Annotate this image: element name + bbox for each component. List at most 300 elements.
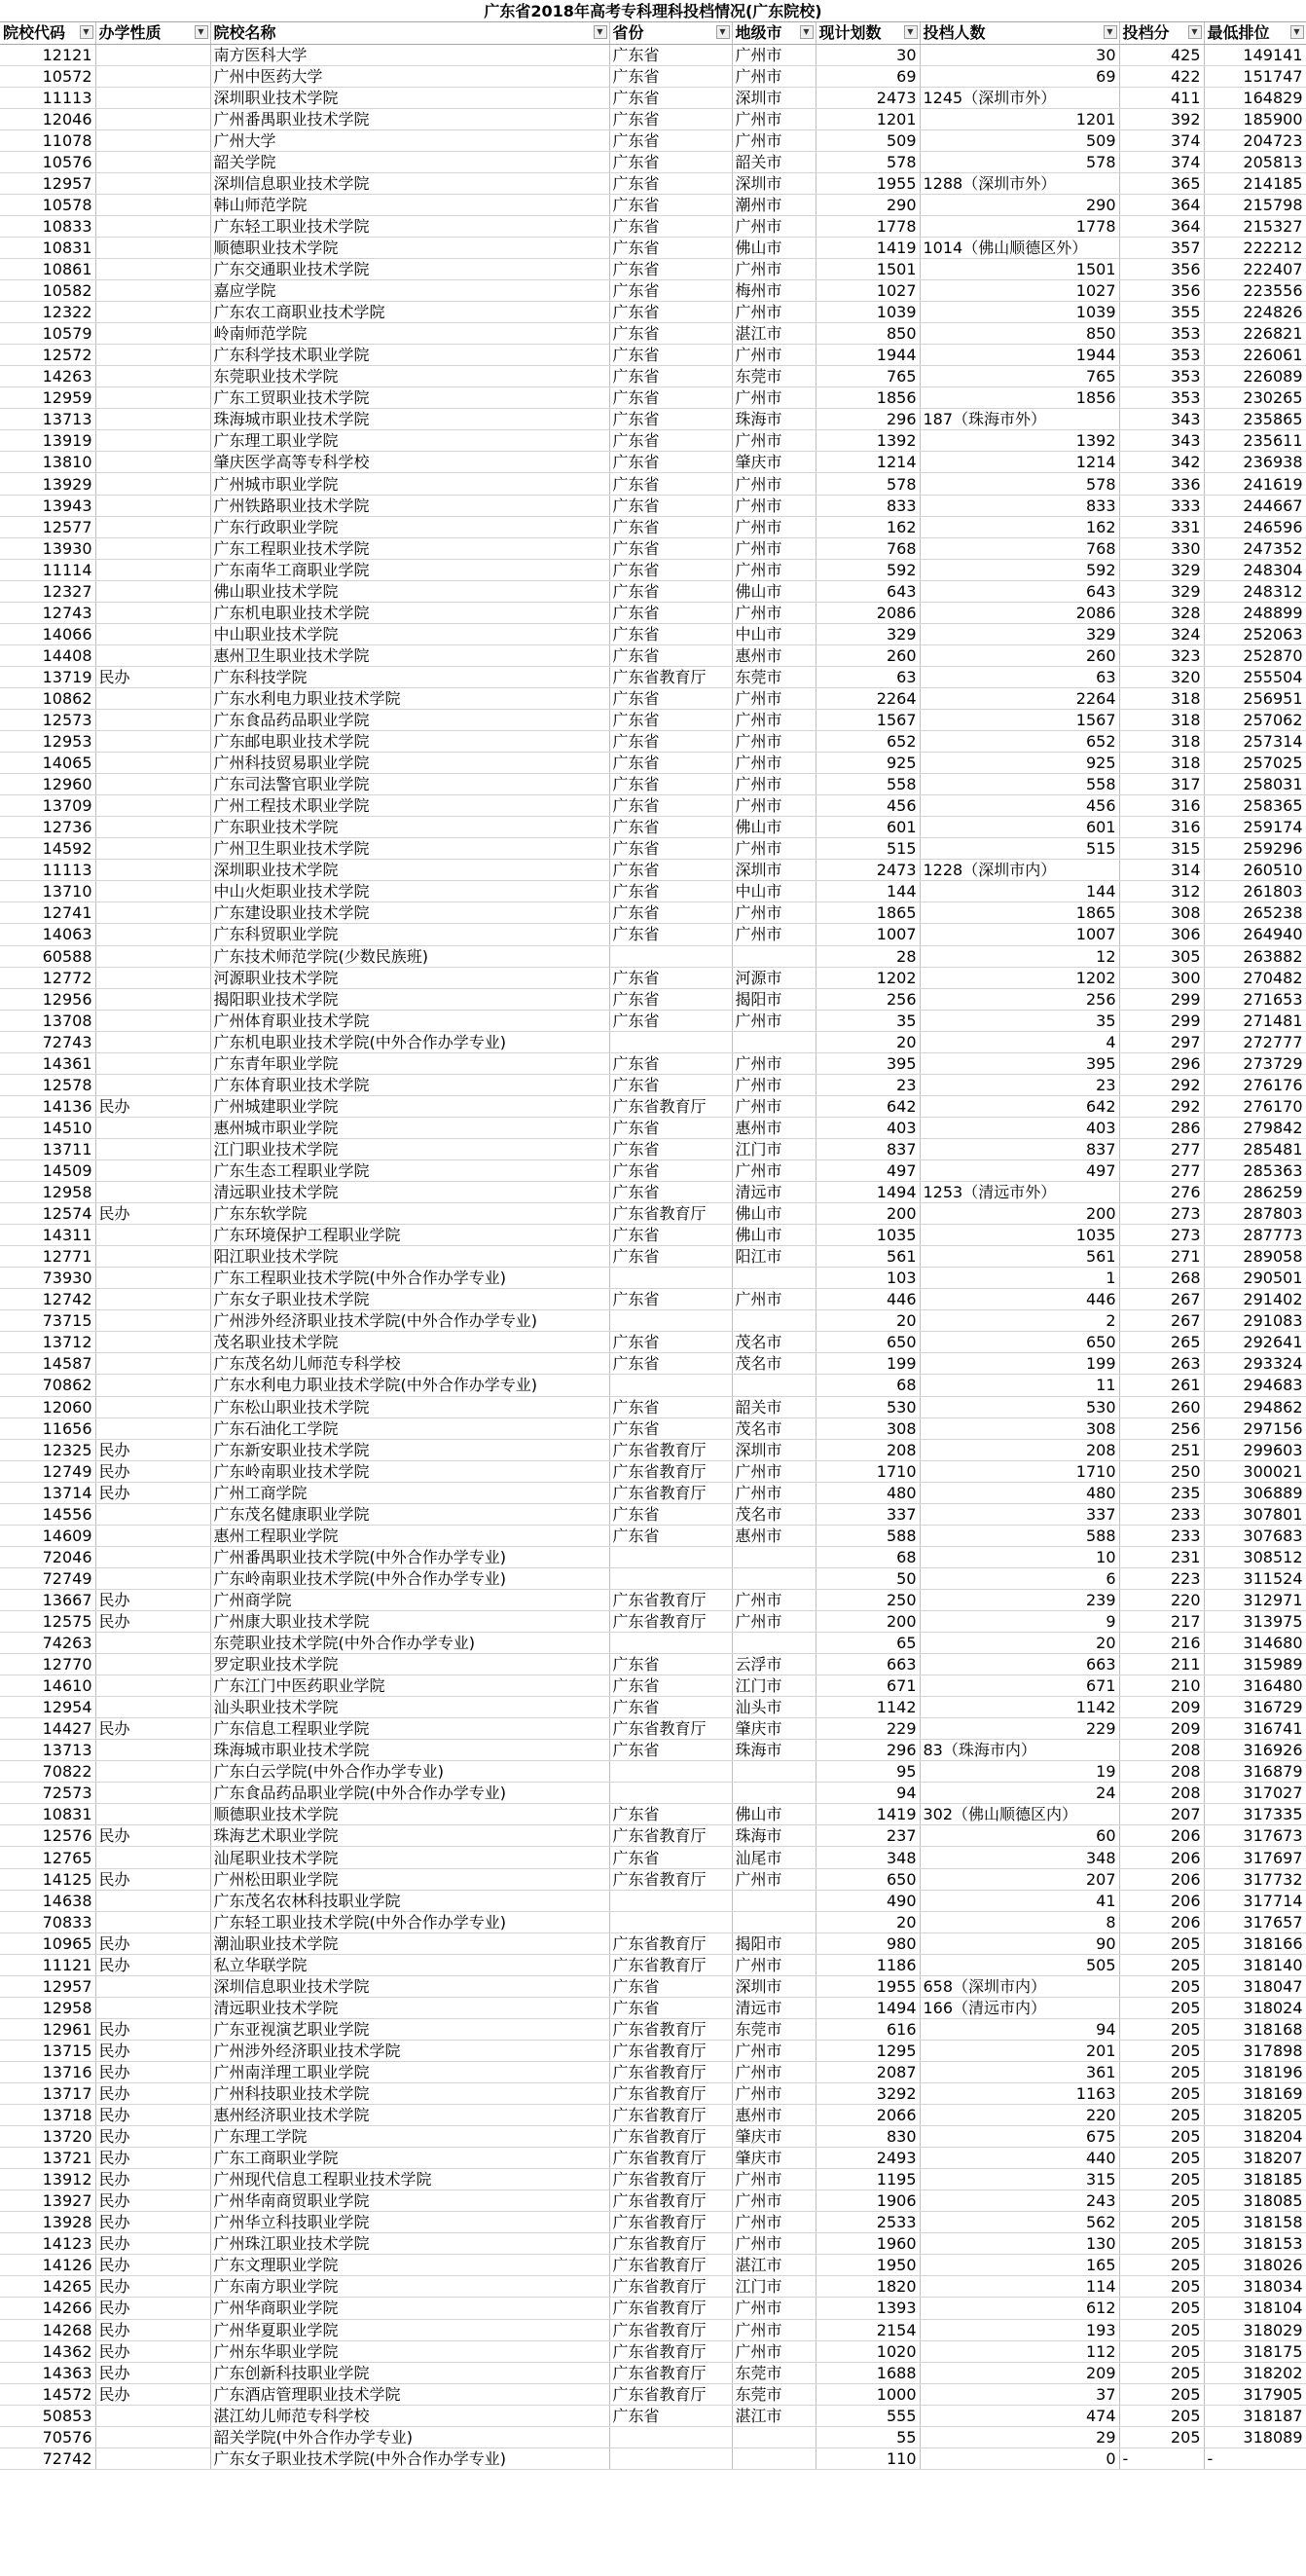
cell-score[interactable]: 263 <box>1119 1353 1204 1375</box>
cell-nature[interactable] <box>95 302 210 323</box>
cell-min-rank[interactable]: 258031 <box>1204 774 1306 795</box>
cell-admitted-count[interactable]: 24 <box>920 1783 1119 1804</box>
cell-school-name[interactable]: 广州大学 <box>210 129 609 151</box>
cell-school-name[interactable]: 广东环境保护工程职业学院 <box>210 1225 609 1246</box>
cell-score[interactable]: 353 <box>1119 323 1204 345</box>
cell-school-name[interactable]: 广州华立科技职业学院 <box>210 2212 609 2233</box>
cell-score[interactable]: 299 <box>1119 1010 1204 1031</box>
cell-city[interactable]: 河源市 <box>732 967 816 988</box>
cell-min-rank[interactable]: 279842 <box>1204 1117 1306 1138</box>
cell-nature[interactable] <box>95 1654 210 1675</box>
cell-score[interactable]: 343 <box>1119 409 1204 430</box>
cell-score[interactable]: 205 <box>1119 2190 1204 2212</box>
cell-score[interactable]: 316 <box>1119 817 1204 838</box>
cell-school-name[interactable]: 广东水利电力职业技术学院 <box>210 687 609 709</box>
cell-min-rank[interactable]: 318026 <box>1204 2255 1306 2276</box>
cell-code[interactable]: 10831 <box>0 1804 95 1825</box>
cell-city[interactable]: 广州市 <box>732 387 816 409</box>
cell-min-rank[interactable]: 235865 <box>1204 409 1306 430</box>
cell-min-rank[interactable]: 272777 <box>1204 1031 1306 1052</box>
cell-admitted-count[interactable]: 83（珠海市内） <box>920 1740 1119 1761</box>
cell-nature[interactable] <box>95 860 210 881</box>
cell-admitted-count[interactable]: 1027 <box>920 280 1119 302</box>
cell-school-name[interactable]: 中山职业技术学院 <box>210 623 609 644</box>
cell-score[interactable]: 364 <box>1119 215 1204 237</box>
cell-admitted-count[interactable]: 20 <box>920 1633 1119 1654</box>
cell-province[interactable]: 广东省 <box>609 559 732 580</box>
filter-dropdown-icon[interactable]: ▼ <box>904 25 918 39</box>
cell-admitted-count[interactable]: 37 <box>920 2383 1119 2405</box>
cell-score[interactable]: 209 <box>1119 1697 1204 1718</box>
cell-admitted-count[interactable]: 2 <box>920 1310 1119 1332</box>
cell-nature[interactable] <box>95 1761 210 1783</box>
cell-min-rank[interactable]: 318169 <box>1204 2083 1306 2105</box>
cell-nature[interactable] <box>95 1997 210 2018</box>
cell-province[interactable]: 广东省 <box>609 924 732 945</box>
cell-plan-count[interactable]: 1494 <box>816 1997 920 2018</box>
cell-nature[interactable]: 民办 <box>95 1589 210 1610</box>
cell-nature[interactable]: 民办 <box>95 1460 210 1482</box>
cell-admitted-count[interactable]: 671 <box>920 1675 1119 1697</box>
cell-nature[interactable]: 民办 <box>95 1203 210 1225</box>
cell-school-name[interactable]: 韩山师范学院 <box>210 194 609 215</box>
cell-nature[interactable] <box>95 345 210 366</box>
cell-nature[interactable]: 民办 <box>95 1718 210 1740</box>
cell-score[interactable]: 209 <box>1119 1718 1204 1740</box>
cell-school-name[interactable]: 广东女子职业技术学院(中外合作办学专业) <box>210 2447 609 2469</box>
cell-score[interactable]: 374 <box>1119 151 1204 172</box>
cell-city[interactable]: 广州市 <box>732 1052 816 1074</box>
cell-province[interactable]: 广东省 <box>609 1246 732 1268</box>
cell-province[interactable]: 广东省教育厅 <box>609 1868 732 1890</box>
cell-admitted-count[interactable]: 19 <box>920 1761 1119 1783</box>
cell-min-rank[interactable]: 291402 <box>1204 1289 1306 1310</box>
cell-school-name[interactable]: 惠州城市职业学院 <box>210 1117 609 1138</box>
cell-admitted-count[interactable]: 4 <box>920 1031 1119 1052</box>
cell-plan-count[interactable]: 1688 <box>816 2362 920 2383</box>
cell-nature[interactable] <box>95 1225 210 1246</box>
cell-code[interactable]: 12741 <box>0 902 95 924</box>
cell-min-rank[interactable]: 318153 <box>1204 2233 1306 2255</box>
cell-min-rank[interactable]: 276176 <box>1204 1074 1306 1095</box>
cell-nature[interactable] <box>95 1010 210 1031</box>
cell-plan-count[interactable]: 578 <box>816 151 920 172</box>
cell-province[interactable]: 广东省 <box>609 731 732 753</box>
cell-province[interactable]: 广东省 <box>609 537 732 559</box>
cell-min-rank[interactable]: 312971 <box>1204 1589 1306 1610</box>
cell-nature[interactable] <box>95 988 210 1010</box>
cell-city[interactable]: 广州市 <box>732 516 816 537</box>
cell-score[interactable]: 308 <box>1119 902 1204 924</box>
cell-plan-count[interactable]: 348 <box>816 1847 920 1868</box>
cell-score[interactable]: 205 <box>1119 2018 1204 2040</box>
cell-code[interactable]: 13716 <box>0 2061 95 2082</box>
cell-code[interactable]: 13667 <box>0 1589 95 1610</box>
cell-nature[interactable] <box>95 1310 210 1332</box>
cell-school-name[interactable]: 广东创新科技职业学院 <box>210 2362 609 2383</box>
cell-admitted-count[interactable]: 201 <box>920 2040 1119 2061</box>
cell-admitted-count[interactable]: 578 <box>920 473 1119 495</box>
cell-plan-count[interactable]: 63 <box>816 666 920 687</box>
cell-school-name[interactable]: 广东信息工程职业学院 <box>210 1718 609 1740</box>
cell-score[interactable]: 318 <box>1119 731 1204 753</box>
cell-school-name[interactable]: 广东轻工职业技术学院(中外合作办学专业) <box>210 1911 609 1932</box>
cell-nature[interactable] <box>95 2426 210 2447</box>
cell-code[interactable]: 12772 <box>0 967 95 988</box>
cell-score[interactable]: 231 <box>1119 1546 1204 1567</box>
cell-code[interactable]: 14592 <box>0 838 95 860</box>
cell-nature[interactable] <box>95 452 210 473</box>
cell-plan-count[interactable]: 1000 <box>816 2383 920 2405</box>
cell-province[interactable]: 广东省 <box>609 881 732 902</box>
cell-code[interactable]: 14510 <box>0 1117 95 1138</box>
cell-code[interactable]: 12749 <box>0 1460 95 1482</box>
cell-school-name[interactable]: 广州现代信息工程职业技术学院 <box>210 2169 609 2190</box>
cell-score[interactable]: 205 <box>1119 2083 1204 2105</box>
column-header-city[interactable] <box>732 22 816 44</box>
cell-code[interactable]: 12953 <box>0 731 95 753</box>
cell-school-name[interactable]: 东莞职业技术学院(中外合作办学专业) <box>210 1633 609 1654</box>
cell-score[interactable]: 315 <box>1119 838 1204 860</box>
cell-city[interactable] <box>732 1911 816 1932</box>
cell-city[interactable]: 中山市 <box>732 881 816 902</box>
cell-min-rank[interactable]: 315989 <box>1204 1654 1306 1675</box>
cell-code[interactable]: 12325 <box>0 1439 95 1460</box>
cell-nature[interactable] <box>95 1052 210 1074</box>
cell-nature[interactable] <box>95 1890 210 1911</box>
cell-province[interactable] <box>609 1890 732 1911</box>
cell-plan-count[interactable]: 2154 <box>816 2319 920 2340</box>
cell-code[interactable]: 73715 <box>0 1310 95 1332</box>
cell-plan-count[interactable]: 1202 <box>816 967 920 988</box>
cell-code[interactable]: 12575 <box>0 1610 95 1632</box>
cell-school-name[interactable]: 广东司法警官职业学院 <box>210 774 609 795</box>
cell-code[interactable]: 13710 <box>0 881 95 902</box>
cell-school-name[interactable]: 汕尾职业技术学院 <box>210 1847 609 1868</box>
cell-min-rank[interactable]: 248304 <box>1204 559 1306 580</box>
cell-admitted-count[interactable]: 850 <box>920 323 1119 345</box>
cell-plan-count[interactable]: 256 <box>816 988 920 1010</box>
cell-score[interactable]: 365 <box>1119 172 1204 194</box>
cell-city[interactable]: 清远市 <box>732 1997 816 2018</box>
cell-province[interactable]: 广东省 <box>609 774 732 795</box>
cell-score[interactable]: 329 <box>1119 580 1204 602</box>
cell-score[interactable]: 235 <box>1119 1482 1204 1503</box>
cell-school-name[interactable]: 中山火炬职业技术学院 <box>210 881 609 902</box>
cell-school-name[interactable]: 广东工贸职业技术学院 <box>210 387 609 409</box>
cell-admitted-count[interactable]: 256 <box>920 988 1119 1010</box>
cell-code[interactable]: 14363 <box>0 2362 95 2383</box>
cell-province[interactable]: 广东省 <box>609 65 732 87</box>
cell-plan-count[interactable]: 20 <box>816 1310 920 1332</box>
cell-score[interactable]: 205 <box>1119 2061 1204 2082</box>
cell-plan-count[interactable]: 20 <box>816 1911 920 1932</box>
cell-plan-count[interactable]: 1950 <box>816 2255 920 2276</box>
cell-nature[interactable]: 民办 <box>95 1932 210 1954</box>
cell-min-rank[interactable]: 252063 <box>1204 623 1306 644</box>
cell-province[interactable]: 广东省 <box>609 1740 732 1761</box>
cell-nature[interactable] <box>95 1182 210 1203</box>
cell-nature[interactable]: 民办 <box>95 2255 210 2276</box>
cell-admitted-count[interactable]: 643 <box>920 580 1119 602</box>
cell-code[interactable]: 12736 <box>0 817 95 838</box>
cell-code[interactable]: 13929 <box>0 473 95 495</box>
cell-city[interactable] <box>732 1761 816 1783</box>
cell-city[interactable]: 广州市 <box>732 795 816 817</box>
cell-min-rank[interactable]: 316741 <box>1204 1718 1306 1740</box>
cell-city[interactable]: 深圳市 <box>732 1975 816 1997</box>
cell-plan-count[interactable]: 35 <box>816 1010 920 1031</box>
cell-school-name[interactable]: 广东轻工职业技术学院 <box>210 215 609 237</box>
cell-score[interactable]: 271 <box>1119 1246 1204 1268</box>
cell-min-rank[interactable]: 318089 <box>1204 2426 1306 2447</box>
cell-code[interactable]: 12956 <box>0 988 95 1010</box>
cell-nature[interactable] <box>95 366 210 387</box>
cell-code[interactable]: 13711 <box>0 1138 95 1159</box>
cell-code[interactable]: 11114 <box>0 559 95 580</box>
cell-code[interactable]: 12576 <box>0 1825 95 1847</box>
cell-score[interactable]: 233 <box>1119 1525 1204 1546</box>
cell-code[interactable]: 14268 <box>0 2319 95 2340</box>
cell-province[interactable]: 广东省 <box>609 516 732 537</box>
cell-plan-count[interactable]: 2493 <box>816 2148 920 2169</box>
cell-admitted-count[interactable]: 530 <box>920 1396 1119 1417</box>
cell-province[interactable] <box>609 1546 732 1567</box>
cell-code[interactable]: 12742 <box>0 1289 95 1310</box>
cell-city[interactable]: 广州市 <box>732 1010 816 1031</box>
cell-school-name[interactable]: 广东水利电力职业技术学院(中外合作办学专业) <box>210 1375 609 1396</box>
cell-nature[interactable] <box>95 44 210 65</box>
cell-admitted-count[interactable]: 361 <box>920 2061 1119 2082</box>
cell-nature[interactable]: 民办 <box>95 2383 210 2405</box>
cell-nature[interactable]: 民办 <box>95 1825 210 1847</box>
cell-school-name[interactable]: 清远职业技术学院 <box>210 1997 609 2018</box>
cell-score[interactable]: 205 <box>1119 2255 1204 2276</box>
cell-plan-count[interactable]: 1820 <box>816 2276 920 2298</box>
cell-min-rank[interactable]: 317335 <box>1204 1804 1306 1825</box>
cell-code[interactable]: 12327 <box>0 580 95 602</box>
cell-plan-count[interactable]: 643 <box>816 580 920 602</box>
cell-min-rank[interactable]: 300021 <box>1204 1460 1306 1482</box>
cell-score[interactable]: 336 <box>1119 473 1204 495</box>
cell-province[interactable]: 广东省 <box>609 623 732 644</box>
cell-school-name[interactable]: 广州涉外经济职业技术学院 <box>210 2040 609 2061</box>
cell-score[interactable]: 277 <box>1119 1159 1204 1181</box>
cell-city[interactable]: 珠海市 <box>732 1740 816 1761</box>
cell-score[interactable]: 205 <box>1119 2426 1204 2447</box>
column-header-code[interactable] <box>0 22 95 44</box>
cell-min-rank[interactable]: - <box>1204 2447 1306 2469</box>
cell-code[interactable]: 14610 <box>0 1675 95 1697</box>
cell-plan-count[interactable]: 830 <box>816 2126 920 2148</box>
cell-min-rank[interactable]: 264940 <box>1204 924 1306 945</box>
cell-admitted-count[interactable]: 1288（深圳市外） <box>920 172 1119 194</box>
cell-school-name[interactable]: 广东机电职业技术学院 <box>210 602 609 623</box>
cell-school-name[interactable]: 广东新安职业技术学院 <box>210 1439 609 1460</box>
cell-city[interactable]: 广州市 <box>732 1159 816 1181</box>
cell-province[interactable]: 广东省 <box>609 580 732 602</box>
cell-score[interactable]: 374 <box>1119 129 1204 151</box>
cell-school-name[interactable]: 惠州经济职业技术学院 <box>210 2105 609 2126</box>
cell-province[interactable]: 广东省 <box>609 1138 732 1159</box>
cell-city[interactable]: 肇庆市 <box>732 452 816 473</box>
cell-school-name[interactable]: 阳江职业技术学院 <box>210 1246 609 1268</box>
cell-admitted-count[interactable]: 456 <box>920 795 1119 817</box>
cell-city[interactable]: 中山市 <box>732 623 816 644</box>
cell-city[interactable]: 云浮市 <box>732 1654 816 1675</box>
cell-school-name[interactable]: 广州康大职业技术学院 <box>210 1610 609 1632</box>
cell-code[interactable]: 11121 <box>0 1954 95 1975</box>
cell-code[interactable]: 12957 <box>0 172 95 194</box>
cell-city[interactable]: 佛山市 <box>732 580 816 602</box>
cell-city[interactable] <box>732 1031 816 1052</box>
cell-code[interactable]: 14066 <box>0 623 95 644</box>
cell-min-rank[interactable]: 256951 <box>1204 687 1306 709</box>
cell-min-rank[interactable]: 317732 <box>1204 1868 1306 1890</box>
cell-plan-count[interactable]: 555 <box>816 2405 920 2426</box>
cell-nature[interactable]: 民办 <box>95 1954 210 1975</box>
cell-city[interactable]: 佛山市 <box>732 237 816 258</box>
cell-plan-count[interactable]: 2087 <box>816 2061 920 2082</box>
cell-plan-count[interactable]: 1039 <box>816 302 920 323</box>
cell-plan-count[interactable]: 103 <box>816 1268 920 1289</box>
cell-school-name[interactable]: 东莞职业技术学院 <box>210 366 609 387</box>
cell-city[interactable]: 广州市 <box>732 559 816 580</box>
cell-score[interactable]: 318 <box>1119 753 1204 774</box>
cell-nature[interactable] <box>95 1074 210 1095</box>
cell-school-name[interactable]: 广东女子职业技术学院 <box>210 1289 609 1310</box>
cell-nature[interactable] <box>95 838 210 860</box>
cell-school-name[interactable]: 岭南师范学院 <box>210 323 609 345</box>
cell-school-name[interactable]: 嘉应学院 <box>210 280 609 302</box>
cell-school-name[interactable]: 河源职业技术学院 <box>210 967 609 988</box>
cell-school-name[interactable]: 广东科技学院 <box>210 666 609 687</box>
cell-min-rank[interactable]: 318187 <box>1204 2405 1306 2426</box>
cell-nature[interactable] <box>95 710 210 731</box>
cell-city[interactable]: 广州市 <box>732 2169 816 2190</box>
cell-code[interactable]: 12958 <box>0 1997 95 2018</box>
cell-province[interactable]: 广东省 <box>609 345 732 366</box>
cell-code[interactable]: 10862 <box>0 687 95 709</box>
cell-score[interactable]: 299 <box>1119 988 1204 1010</box>
cell-admitted-count[interactable]: 90 <box>920 1932 1119 1954</box>
cell-city[interactable]: 广州市 <box>732 1482 816 1503</box>
cell-score[interactable]: 206 <box>1119 1825 1204 1847</box>
cell-school-name[interactable]: 顺德职业技术学院 <box>210 237 609 258</box>
cell-admitted-count[interactable]: 23 <box>920 1074 1119 1095</box>
cell-school-name[interactable]: 广东科贸职业学院 <box>210 924 609 945</box>
cell-admitted-count[interactable]: 480 <box>920 1482 1119 1503</box>
cell-admitted-count[interactable]: 1 <box>920 1268 1119 1289</box>
cell-province[interactable] <box>609 1310 732 1332</box>
cell-min-rank[interactable]: 258365 <box>1204 795 1306 817</box>
cell-nature[interactable] <box>95 1633 210 1654</box>
cell-score[interactable]: 422 <box>1119 65 1204 87</box>
cell-city[interactable]: 广州市 <box>732 2233 816 2255</box>
cell-school-name[interactable]: 肇庆医学高等专科学校 <box>210 452 609 473</box>
filter-dropdown-icon[interactable]: ▼ <box>800 25 814 39</box>
cell-admitted-count[interactable]: 561 <box>920 1246 1119 1268</box>
cell-min-rank[interactable]: 259174 <box>1204 817 1306 838</box>
cell-admitted-count[interactable]: 1014（佛山顺德区外） <box>920 237 1119 258</box>
cell-admitted-count[interactable]: 60 <box>920 1825 1119 1847</box>
cell-score[interactable]: 329 <box>1119 559 1204 580</box>
cell-code[interactable]: 14065 <box>0 753 95 774</box>
column-header-plan-count[interactable] <box>816 22 920 44</box>
cell-nature[interactable] <box>95 1138 210 1159</box>
cell-code[interactable]: 13718 <box>0 2105 95 2126</box>
cell-min-rank[interactable]: 151747 <box>1204 65 1306 87</box>
cell-province[interactable]: 广东省教育厅 <box>609 2340 732 2362</box>
cell-admitted-count[interactable]: 144 <box>920 881 1119 902</box>
cell-province[interactable]: 广东省教育厅 <box>609 2105 732 2126</box>
cell-min-rank[interactable]: 317714 <box>1204 1890 1306 1911</box>
cell-city[interactable]: 广州市 <box>732 2212 816 2233</box>
cell-plan-count[interactable]: 616 <box>816 2018 920 2040</box>
column-header-nature[interactable] <box>95 22 210 44</box>
column-header-school-name[interactable] <box>210 22 609 44</box>
cell-nature[interactable]: 民办 <box>95 1482 210 1503</box>
cell-min-rank[interactable]: 318166 <box>1204 1932 1306 1954</box>
cell-min-rank[interactable]: 273729 <box>1204 1052 1306 1074</box>
cell-province[interactable]: 广东省 <box>609 902 732 924</box>
cell-nature[interactable] <box>95 1740 210 1761</box>
cell-code[interactable]: 14123 <box>0 2233 95 2255</box>
cell-min-rank[interactable]: 235611 <box>1204 430 1306 452</box>
cell-nature[interactable] <box>95 644 210 666</box>
cell-code[interactable]: 72046 <box>0 1546 95 1567</box>
cell-province[interactable]: 广东省 <box>609 194 732 215</box>
cell-school-name[interactable]: 广州城市职业学院 <box>210 473 609 495</box>
cell-admitted-count[interactable]: 63 <box>920 666 1119 687</box>
cell-province[interactable]: 广东省教育厅 <box>609 1589 732 1610</box>
cell-province[interactable]: 广东省教育厅 <box>609 2212 732 2233</box>
cell-nature[interactable] <box>95 1783 210 1804</box>
cell-min-rank[interactable]: 257025 <box>1204 753 1306 774</box>
cell-score[interactable]: 296 <box>1119 1052 1204 1074</box>
cell-admitted-count[interactable]: 69 <box>920 65 1119 87</box>
cell-plan-count[interactable]: 980 <box>816 1932 920 1954</box>
cell-code[interactable]: 70576 <box>0 2426 95 2447</box>
cell-plan-count[interactable]: 650 <box>816 1332 920 1353</box>
cell-school-name[interactable]: 茂名职业技术学院 <box>210 1332 609 1353</box>
cell-school-name[interactable]: 深圳职业技术学院 <box>210 87 609 108</box>
cell-score[interactable]: 205 <box>1119 2040 1204 2061</box>
cell-admitted-count[interactable]: 10 <box>920 1546 1119 1567</box>
cell-code[interactable]: 10579 <box>0 323 95 345</box>
cell-admitted-count[interactable]: 663 <box>920 1654 1119 1675</box>
cell-score[interactable]: 205 <box>1119 2383 1204 2405</box>
cell-plan-count[interactable]: 1419 <box>816 1804 920 1825</box>
cell-school-name[interactable]: 南方医科大学 <box>210 44 609 65</box>
cell-school-name[interactable]: 广东理工职业学院 <box>210 430 609 452</box>
cell-school-name[interactable]: 汕头职业技术学院 <box>210 1697 609 1718</box>
cell-code[interactable]: 13715 <box>0 2040 95 2061</box>
cell-plan-count[interactable]: 1778 <box>816 215 920 237</box>
cell-city[interactable]: 广州市 <box>732 774 816 795</box>
cell-school-name[interactable]: 广东农工商职业技术学院 <box>210 302 609 323</box>
cell-school-name[interactable]: 广州科技职业技术学院 <box>210 2083 609 2105</box>
cell-city[interactable] <box>732 1783 816 1804</box>
cell-score[interactable]: 217 <box>1119 1610 1204 1632</box>
cell-plan-count[interactable]: 558 <box>816 774 920 795</box>
cell-city[interactable]: 广州市 <box>732 1868 816 1890</box>
cell-province[interactable]: 广东省 <box>609 1332 732 1353</box>
cell-city[interactable]: 广州市 <box>732 2040 816 2061</box>
cell-plan-count[interactable]: 1007 <box>816 924 920 945</box>
cell-min-rank[interactable]: 276170 <box>1204 1095 1306 1117</box>
cell-code[interactable]: 12960 <box>0 774 95 795</box>
